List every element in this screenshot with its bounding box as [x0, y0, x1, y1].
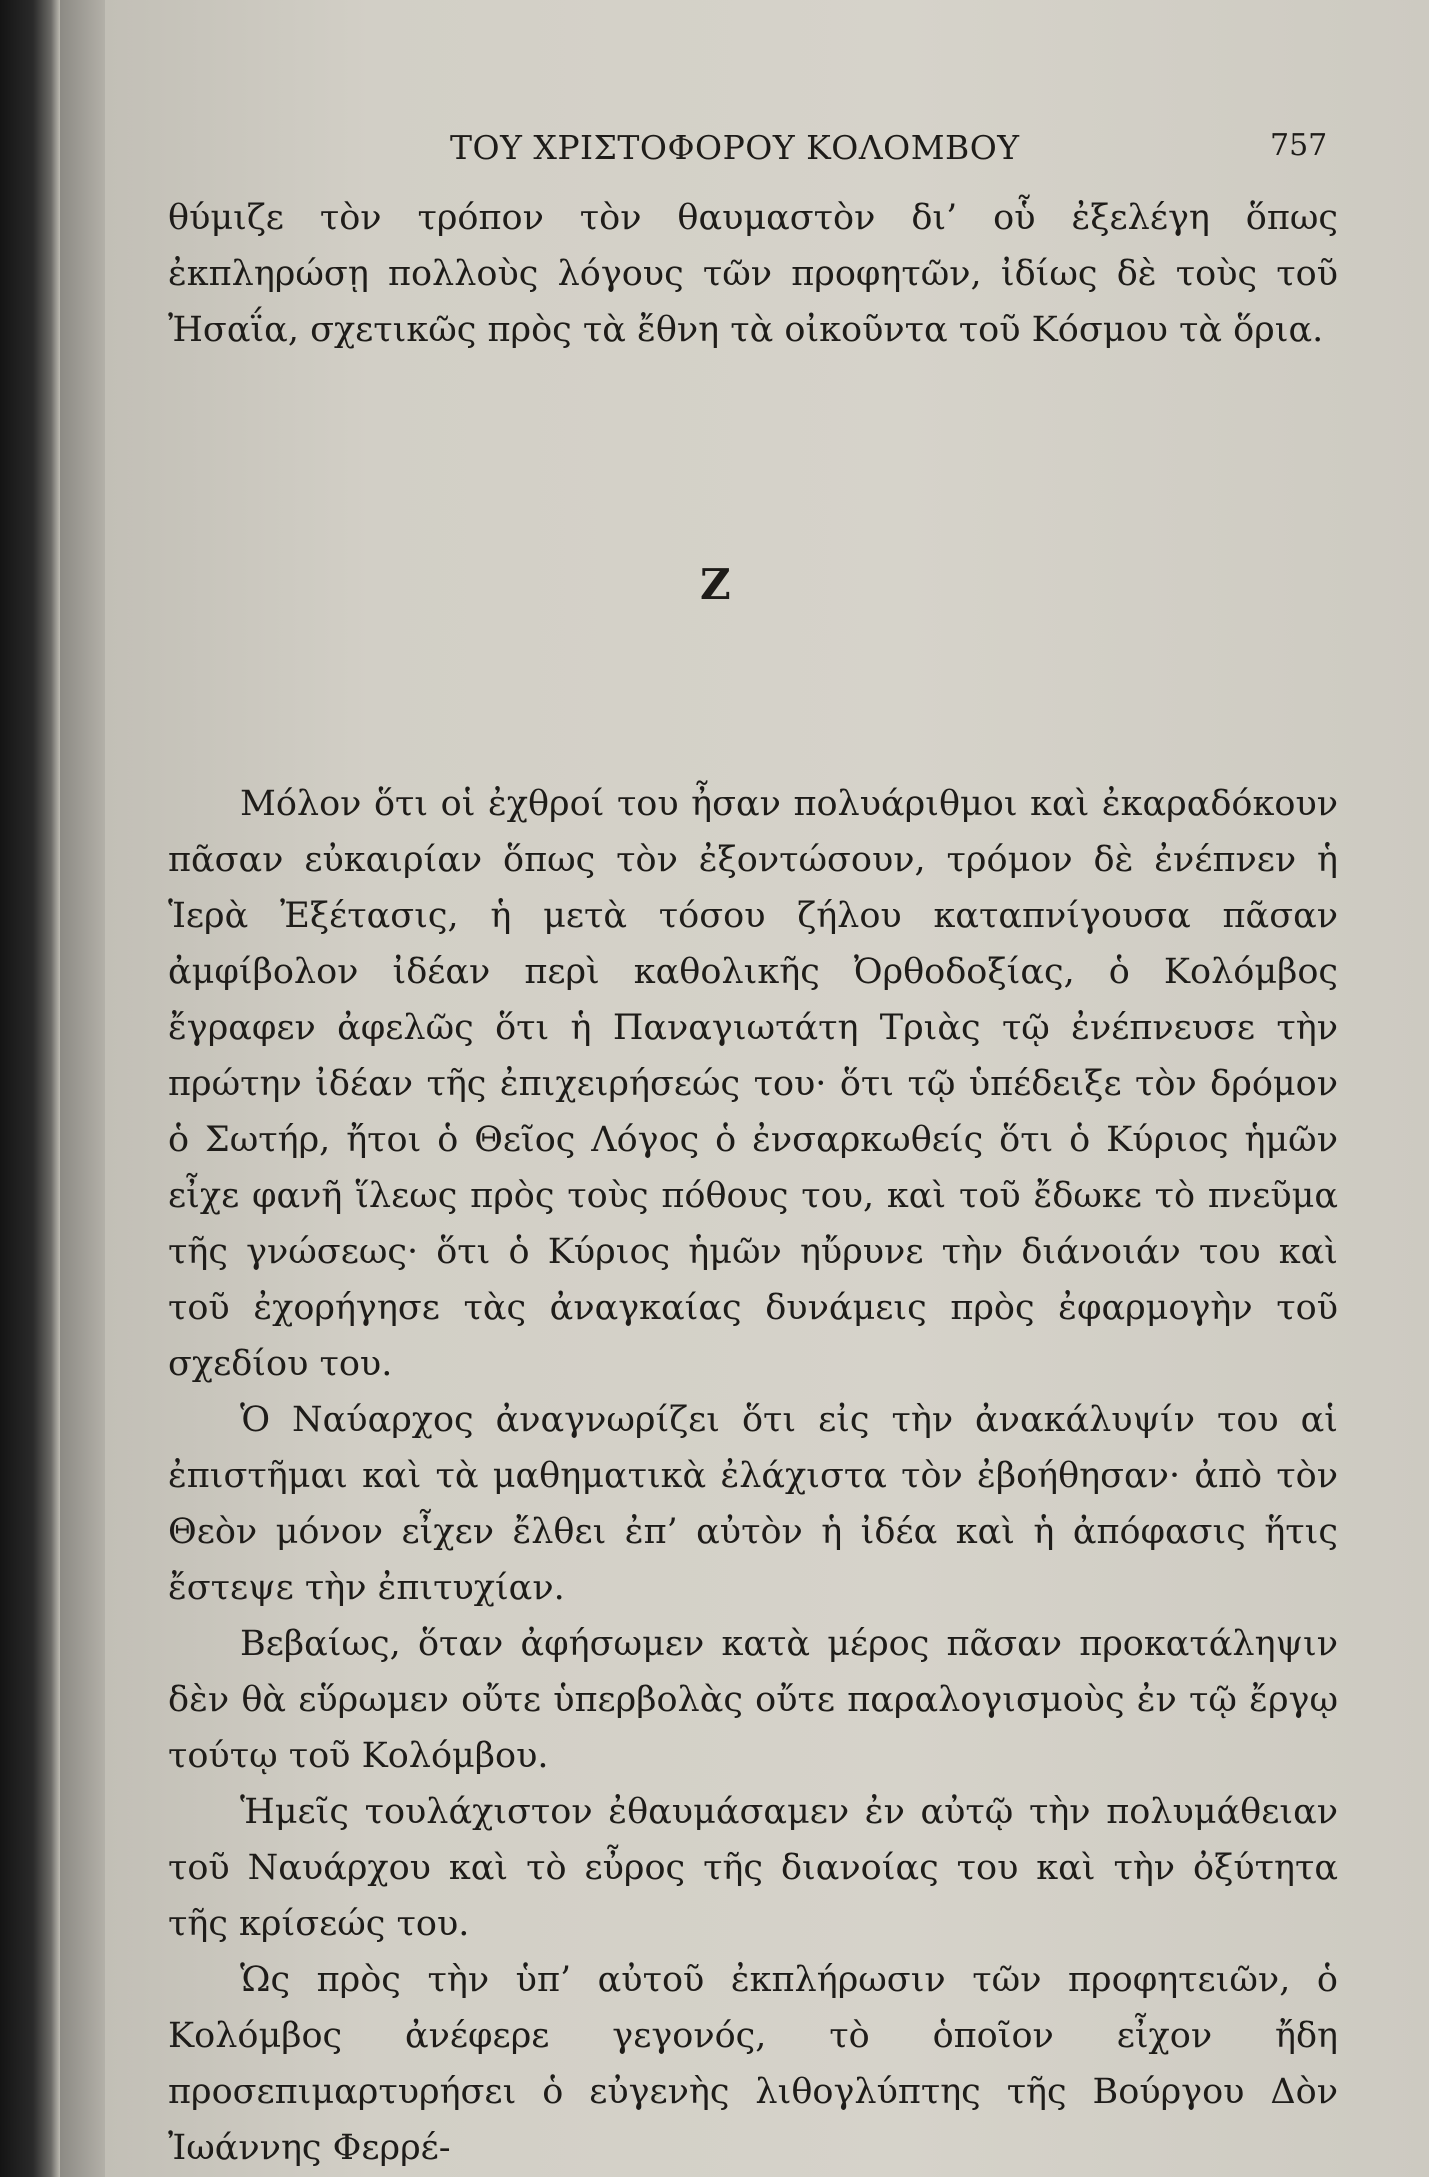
book-gutter-fold: [60, 0, 105, 2177]
paragraph: Ὁ Ναύαρχος ἀναγνωρίζει ὅτι εἰς τὴν ἀνακάλυψίν του αἱ ἐπιστῆμαι καὶ τὰ μαθηματικὰ ἐλάχιστα τὸν ἐβοήθησαν· ἀπὸ τὸν Θεὸν μόνον εἶχεν ἔλθει ἐπ’ αὐτὸν ἡ ἰδέα καὶ ἡ ἀπόφασις ἥτις ἔστεψε τὴν ἐπιτυχίαν.: [168, 1400, 1338, 1608]
book-gutter-shadow: [0, 0, 60, 2177]
intro-paragraph: θύμιζε τὸν τρόπον τὸν θαυμαστὸν δι’ οὗ ἐξελέγη ὅπως ἐκπληρώσῃ πολλοὺς λόγους τῶν προφητῶν, ἰδίως δὲ τοὺς τοῦ Ἠσαΐα, σχετικῶς πρὸς τὰ ἔθνη τὰ οἰκοῦντα τοῦ Κόσμου τὰ ὅρια.: [168, 198, 1338, 350]
paragraph: Βεβαίως, ὅταν ἀφήσωμεν κατὰ μέρος πᾶσαν προκατάληψιν δὲν θὰ εὕρωμεν οὔτε ὑπερβολὰς οὔτε παραλογισμοὺς ἐν τῷ ἔργῳ τούτῳ τοῦ Κολόμβου.: [168, 1624, 1338, 1776]
paragraph: Ὡς πρὸς τὴν ὑπ’ αὐτοῦ ἐκπλήρωσιν τῶν προφητειῶν, ὁ Κολόμβος ἀνέφερε γεγονός, τὸ ὁποῖον εἶχον ἤδη προσεπιμαρτυρήσει ὁ εὐγενὴς λιθογλύπτης τῆς Βούργου Δὸν Ἰωάννης Φερρέ-: [168, 1960, 1338, 2168]
page-number: 757: [1270, 128, 1328, 163]
running-title: ΤΟΥ ΧΡΙΣΤΟΦΟΡΟΥ ΚΟΛΟΜΒΟΥ: [450, 128, 1020, 167]
body-text: [168, 776, 1338, 2176]
paragraph: Ἡμεῖς τουλάχιστον ἐθαυμάσαμεν ἐν αὐτῷ τὴν πολυμάθειαν τοῦ Ναυάρχου καὶ τὸ εὖρος τῆς διανοίας του καὶ τὴν ὀξύτητα τῆς κρίσεώς του.: [168, 1792, 1338, 1944]
intro-paragraph-block: [168, 190, 1338, 358]
paragraph: Μόλον ὅτι οἱ ἐχθροί του ἦσαν πολυάριθμοι καὶ ἐκαραδόκουν πᾶσαν εὐκαιρίαν ὅπως τὸν ἐξοντώσουν, τρόμον δὲ ἐνέπνεν ἡ Ἱερὰ Ἐξέτασις, ἡ μετὰ τόσου ζήλου καταπνίγουσα πᾶσαν ἀμφίβολον ἰδέαν περὶ καθολικῆς Ὀρθοδοξίας, ὁ Κολόμβος ἔγραφεν ἀφελῶς ὅτι ἡ Παναγιωτάτη Τριὰς τῷ ἐνέπνευσε τὴν πρώτην ἰδέαν τῆς ἐπιχειρήσεώς του· ὅτι τῷ ὑπέδειξε τὸν δρόμον ὁ Σωτήρ, ἤτοι ὁ Θεῖος Λόγος ὁ ἐνσαρκωθείς ὅτι ὁ Κύριος ἡμῶν εἶχε φανῆ ἵλεως πρὸς τοὺς πόθους του, καὶ τοῦ ἔδωκε τὸ πνεῦμα τῆς γνώσεως· ὅτι ὁ Κύριος ἡμῶν ηὔρυνε τὴν διάνοιάν του καὶ τοῦ ἐχορήγησε τὰς ἀναγκαίας δυνάμεις πρὸς ἐφαρμογὴν τοῦ σχεδίου του.: [168, 784, 1338, 1384]
section-mark: Ζ: [700, 560, 731, 609]
